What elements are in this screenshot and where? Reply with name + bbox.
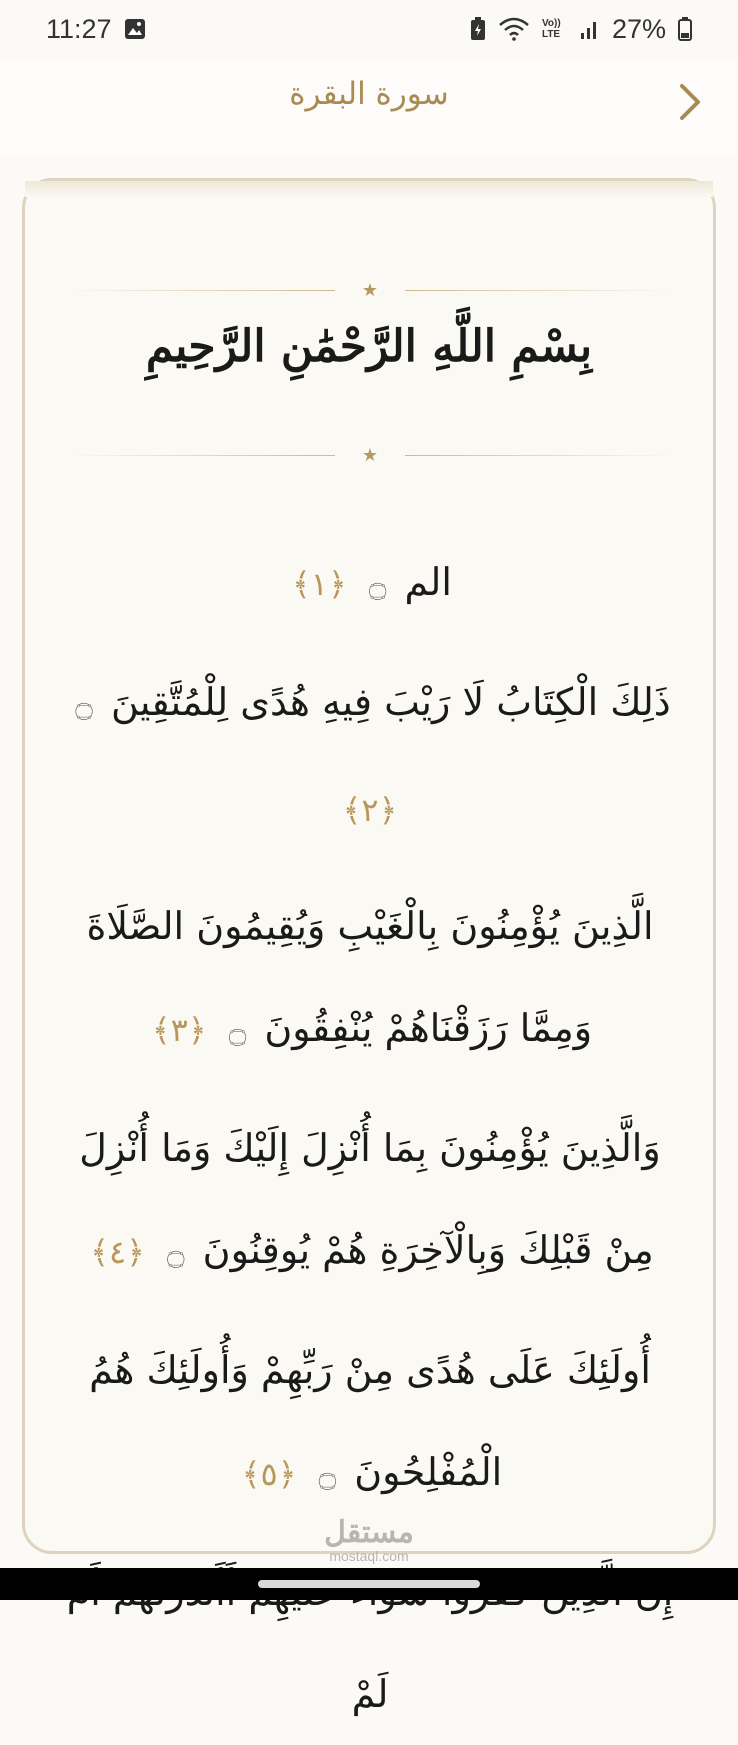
- app-header: [0, 58, 738, 158]
- stop-mark: ۝: [368, 568, 387, 603]
- stop-mark: ۝: [318, 1458, 337, 1493]
- watermark-arabic: مستقل: [324, 1516, 414, 1549]
- star-icon: ★: [361, 445, 379, 466]
- verse-text: الم: [404, 560, 452, 604]
- verse-3[interactable]: [65, 875, 675, 1083]
- system-nav-bar: [0, 1568, 738, 1600]
- stop-mark: ۝: [75, 688, 93, 723]
- verse-number: ﴿١﴾: [292, 565, 347, 603]
- status-left: [46, 14, 146, 45]
- star-icon: ★: [361, 280, 379, 301]
- signal-icon: [580, 18, 600, 40]
- top-ornament-divider: [65, 281, 675, 301]
- verse-1[interactable]: [65, 531, 675, 637]
- verse-text: أُولَئِكَ عَلَى هُدًى مِنْ رَبِّهِمْ وَأُولَئِكَ هُمُ الْمُفْلِحُونَ: [89, 1348, 651, 1494]
- battery-saver-icon: [470, 17, 486, 41]
- verse-number: ﴿٣﴾: [151, 1011, 207, 1049]
- stop-mark: ۝: [228, 1014, 247, 1049]
- verse-text: وَالَّذِينَ يُؤْمِنُونَ بِمَا أُنْزِلَ إِلَيْكَ وَمَا أُنْزِلَ مِنْ قَبْلِكَ وَبِالْآخِرَةِ هُمْ يُوقِنُونَ: [79, 1126, 661, 1272]
- verse-number: ﴿٤﴾: [90, 1233, 145, 1271]
- verse-5[interactable]: [65, 1319, 675, 1527]
- battery-percent: 27%: [611, 13, 666, 44]
- verse-number: ﴿٥﴾: [241, 1455, 297, 1493]
- home-gesture-handle[interactable]: [258, 1580, 480, 1588]
- volte-label: Vo)) LTE: [541, 18, 561, 40]
- bottom-ornament-divider: [65, 446, 675, 466]
- verse-4[interactable]: [65, 1097, 675, 1305]
- back-button[interactable]: [670, 80, 710, 128]
- verse-text: الَّذِينَ يُؤْمِنُونَ بِالْغَيْبِ وَيُقِيمُونَ الصَّلَاةَ وَمِمَّا رَزَقْنَاهُمْ يُنْفِقُونَ: [86, 904, 654, 1050]
- wifi-icon: [498, 17, 530, 41]
- status-time: 11:27: [46, 13, 112, 44]
- surah-title: سورة البقرة: [289, 76, 449, 112]
- chevron-right-icon: [678, 83, 702, 125]
- card-top-band: [25, 181, 713, 197]
- verse-number: ﴿٢﴾: [342, 791, 398, 829]
- watermark: [0, 1518, 738, 1564]
- status-bar: [0, 0, 738, 58]
- verse-text: لَمْ: [351, 1672, 389, 1716]
- verse-text: ذَلِكَ الْكِتَابُ لَا رَيْبَ فِيهِ هُدًى لِلْمُتَّقِينَ: [110, 680, 671, 724]
- gallery-icon: [124, 18, 146, 40]
- status-right: [470, 14, 692, 45]
- stop-mark: ۝: [167, 1236, 185, 1271]
- basmala: بِسْمِ اللَّهِ الرَّحْمَٰنِ الرَّحِيمِ: [145, 321, 593, 372]
- verse-2[interactable]: [65, 651, 675, 861]
- watermark-latin: mostaql.com: [329, 1548, 409, 1564]
- battery-icon: [678, 17, 692, 41]
